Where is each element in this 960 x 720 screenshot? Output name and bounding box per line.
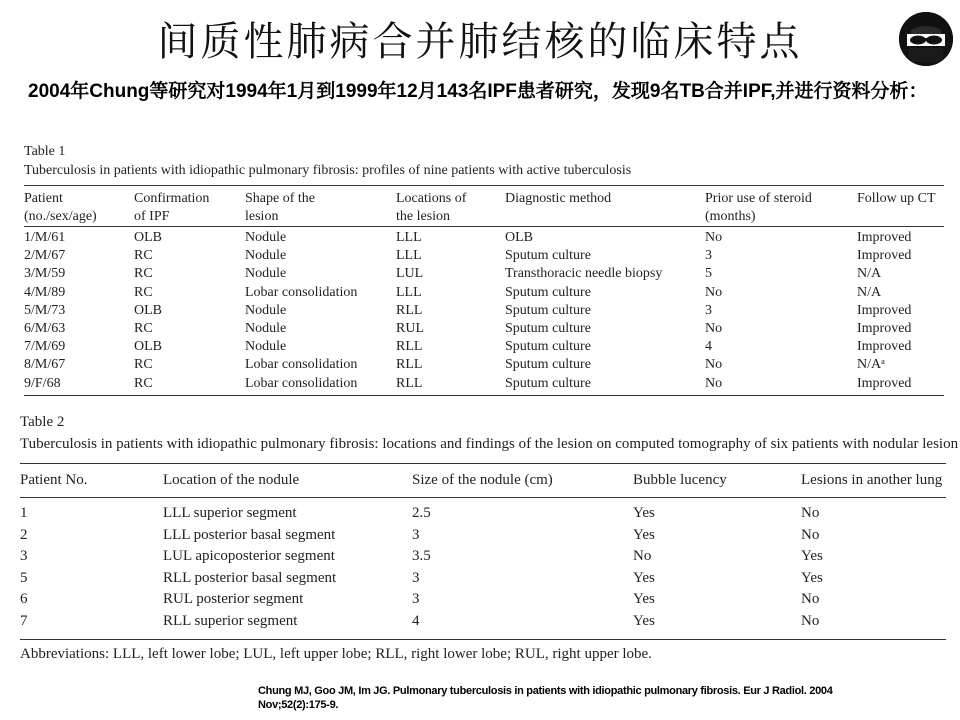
table-1-cell: Improved bbox=[857, 339, 912, 355]
table-2-cell: Yes bbox=[633, 613, 655, 629]
table-1-cell: OLB bbox=[134, 302, 162, 318]
table-1-cell: Lobar consolidation bbox=[245, 284, 358, 300]
table-1-cell: Sputum culture bbox=[505, 248, 591, 264]
table-1-header-cell: of IPF bbox=[134, 209, 170, 224]
table-1-cell: N/A bbox=[857, 284, 882, 300]
citation bbox=[258, 684, 958, 712]
table-1-cell: 9/F/68 bbox=[24, 375, 61, 391]
table-2-cell: No bbox=[801, 613, 820, 629]
table-1-cell: No bbox=[705, 375, 723, 391]
table-1-cell: RC bbox=[134, 284, 153, 300]
table-1-cell: 7/M/69 bbox=[24, 339, 66, 355]
table-2-label: Table 2 bbox=[20, 414, 65, 430]
table-1 bbox=[24, 144, 944, 402]
citation-line-2: Nov;52(2):175-9. bbox=[258, 699, 339, 711]
table-1-cell: LLL bbox=[396, 248, 422, 264]
table-1-cell: No bbox=[705, 321, 723, 336]
table-2-header-rule bbox=[20, 497, 946, 498]
table-1-cell: Improved bbox=[857, 375, 912, 391]
table-2-cell: 1 bbox=[20, 505, 28, 521]
table-1-bottom-rule bbox=[24, 395, 944, 396]
table-1-header-cell: Diagnostic method bbox=[505, 191, 612, 206]
table-1-cell: RUL bbox=[396, 321, 424, 336]
table-1-cell: 6/M/63 bbox=[24, 321, 66, 336]
table-2-cell: RLL superior segment bbox=[163, 613, 298, 629]
table-2-cell: 4 bbox=[412, 613, 420, 629]
table-1-cell: Improved bbox=[857, 248, 912, 264]
table-1-caption: Tuberculosis in patients with idiopathic pulmonary fibrosis: profiles of nine patients with active tuberculosis bbox=[24, 163, 632, 178]
table-1-cell: RC bbox=[134, 321, 153, 336]
table-1-cell: 3 bbox=[705, 302, 712, 318]
table-1-cell: RC bbox=[134, 266, 153, 282]
table-1-cell: No bbox=[705, 357, 723, 373]
table-1-cell: RLL bbox=[396, 357, 423, 373]
table-1-top-rule bbox=[24, 185, 944, 186]
table-2-cell: 7 bbox=[20, 613, 28, 629]
table-1-cell: Nodule bbox=[245, 248, 287, 264]
table-1-cell: Transthoracic needle biopsy bbox=[505, 266, 663, 282]
table-2-top-rule bbox=[20, 463, 946, 464]
table-1-cell: LUL bbox=[396, 266, 424, 282]
table-2-cell: LLL posterior basal segment bbox=[163, 526, 336, 543]
table-1-header-rule bbox=[24, 226, 944, 227]
table-2-cell: 3 bbox=[412, 526, 420, 543]
table-2-cell: 5 bbox=[20, 569, 28, 586]
table-2-cell: Yes bbox=[633, 526, 655, 543]
table-2-caption: Tuberculosis in patients with idiopathic pulmonary fibrosis: locations and findings of the lesion on computed tomography of six patients with nodular lesion bbox=[20, 436, 959, 452]
table-2-cell: 2 bbox=[20, 526, 28, 543]
table-1-cell: No bbox=[705, 230, 723, 245]
table-2-cell: RLL posterior basal segment bbox=[163, 569, 337, 586]
table-1-cell: RLL bbox=[396, 339, 423, 355]
table-1-cell: Nodule bbox=[245, 339, 287, 355]
table-1-cell: OLB bbox=[505, 230, 533, 245]
table-1-cell: LLL bbox=[396, 284, 422, 300]
table-1-cell: Sputum culture bbox=[505, 284, 591, 300]
intro-paragraph: 2004年Chung等研究对1994年1月到1999年12月143名IPF患者研究，发现9名TB合并IPF,并进行资料分析： bbox=[28, 81, 928, 102]
table-1-header-cell: Confirmation bbox=[134, 191, 210, 206]
table-1-header-cell: Prior use of steroid bbox=[705, 191, 812, 206]
table-1-cell: Nodule bbox=[245, 266, 287, 282]
table-1-cell: 8/M/67 bbox=[24, 357, 66, 373]
table-2-cell: LLL superior segment bbox=[163, 505, 297, 521]
table-2-bottom-rule bbox=[20, 639, 946, 640]
slide-title: 间质性肺病合并肺结核的临床特点 bbox=[157, 19, 803, 65]
table-2-cell: 3.5 bbox=[412, 548, 431, 565]
table-1-cell: LLL bbox=[396, 230, 422, 245]
table-1-cell: N/Aᵃ bbox=[857, 357, 885, 373]
table-1-cell: Lobar consolidation bbox=[245, 375, 358, 391]
table-1-cell: Sputum culture bbox=[505, 302, 591, 318]
table-2-cell: 3 bbox=[20, 548, 28, 565]
table-1-cell: 1/M/61 bbox=[24, 230, 66, 245]
table-1-cell: 3/M/59 bbox=[24, 266, 66, 282]
table-1-cell: Nodule bbox=[245, 321, 287, 336]
table-1-header-cell: Locations of bbox=[396, 191, 467, 206]
table-2-cell: LUL apicoposterior segment bbox=[163, 548, 335, 565]
table-1-cell: 5 bbox=[705, 266, 712, 282]
table-1-cell: N/A bbox=[857, 266, 882, 282]
table-1-cell: Lobar consolidation bbox=[245, 357, 358, 373]
table-2-cell: 2.5 bbox=[412, 505, 431, 521]
table-1-cell: Nodule bbox=[245, 230, 287, 245]
table-1-cell: RC bbox=[134, 357, 153, 373]
table-1-cell: RC bbox=[134, 375, 153, 391]
table-1-header-cell: (no./sex/age) bbox=[24, 209, 97, 224]
citation-line-1: Chung MJ, Goo JM, Im JG. Pulmonary tuberculosis in patients with idiopathic pulmonary fibrosis. Eur J Radiol. 2004 bbox=[258, 685, 833, 697]
table-2-cell: No bbox=[633, 548, 652, 565]
table-2-cell: No bbox=[801, 505, 820, 521]
table-2-cell: No bbox=[801, 591, 820, 608]
table-1-cell: Improved bbox=[857, 230, 912, 245]
table-2-cell: RUL posterior segment bbox=[163, 591, 304, 608]
table-1-cell: Improved bbox=[857, 302, 912, 318]
table-1-cell: 4 bbox=[705, 339, 712, 355]
table-1-header-cell: lesion bbox=[245, 209, 279, 224]
table-1-header-cell: Shape of the bbox=[245, 191, 315, 206]
table-1-cell: RLL bbox=[396, 302, 423, 318]
table-2-header-cell: Patient No. bbox=[20, 472, 88, 488]
table-2-cell: No bbox=[801, 526, 820, 543]
table-2-cell: Yes bbox=[633, 505, 655, 521]
table-1-cell: Sputum culture bbox=[505, 339, 591, 355]
table-2 bbox=[20, 414, 959, 670]
table-1-header-cell: Follow up CT bbox=[857, 191, 936, 206]
table-2-cell: Yes bbox=[633, 569, 655, 586]
table-1-header-cell: Patient bbox=[24, 191, 63, 206]
table-1-cell: Sputum culture bbox=[505, 321, 591, 336]
table-2-header-cell: Bubble lucency bbox=[633, 472, 727, 488]
table-1-cell: 4/M/89 bbox=[24, 284, 66, 300]
table-2-cell: 3 bbox=[412, 569, 420, 586]
table-1-cell: RLL bbox=[396, 375, 423, 391]
table-1-cell: No bbox=[705, 284, 723, 300]
table-2-header-cell: Location of the nodule bbox=[163, 472, 300, 488]
table-1-cell: RC bbox=[134, 248, 153, 264]
table-1-label: Table 1 bbox=[24, 144, 66, 159]
sunglasses-face-logo bbox=[899, 12, 953, 66]
table-2-cell: 6 bbox=[20, 591, 28, 608]
table-2-cell: Yes bbox=[633, 591, 655, 608]
table-2-cell: Yes bbox=[801, 569, 823, 586]
table-2-abbreviations: Abbreviations: LLL, left lower lobe; LUL, left upper lobe; RLL, right lower lobe; RUL, right upper lobe. bbox=[20, 646, 652, 662]
table-1-cell: Improved bbox=[857, 321, 912, 336]
table-2-header-cell: Size of the nodule (cm) bbox=[412, 472, 553, 488]
table-1-cell: 5/M/73 bbox=[24, 302, 66, 318]
table-1-cell: 2/M/67 bbox=[24, 248, 66, 264]
table-1-cell: Nodule bbox=[245, 302, 287, 318]
table-1-header-cell: the lesion bbox=[396, 209, 451, 224]
table-2-cell: Yes bbox=[801, 548, 823, 565]
table-1-header-cell: (months) bbox=[705, 209, 756, 224]
table-2-header-cell: Lesions in another lung bbox=[801, 472, 943, 488]
table-1-cell: 3 bbox=[705, 248, 712, 264]
table-1-cell: Sputum culture bbox=[505, 375, 591, 391]
table-1-cell: OLB bbox=[134, 339, 162, 355]
table-1-cell: Sputum culture bbox=[505, 357, 591, 373]
table-2-cell: 3 bbox=[412, 591, 420, 608]
table-1-cell: OLB bbox=[134, 230, 162, 245]
